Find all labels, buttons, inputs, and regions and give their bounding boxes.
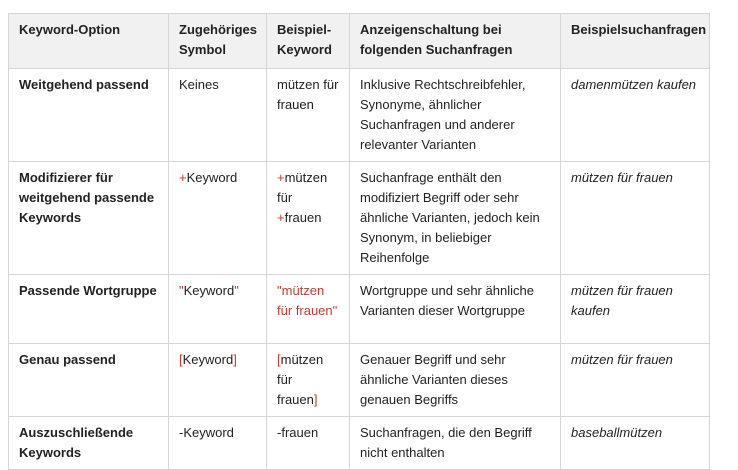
symbol-cell xyxy=(169,344,267,417)
symbol-cell: Keines xyxy=(169,69,267,162)
symbol-text: Keyword xyxy=(183,283,235,298)
keyword-word: frauen xyxy=(277,392,314,407)
option-name: Weitgehend passend xyxy=(9,69,169,162)
keyword-bracket: ] xyxy=(313,392,318,407)
keyword-modifier: + xyxy=(277,170,285,185)
table-row xyxy=(9,162,710,275)
example-keyword: mützen für frauen xyxy=(267,69,350,162)
example-keyword: -frauen xyxy=(267,417,350,470)
symbol-mark: ] xyxy=(233,352,237,367)
keyword-word: für xyxy=(277,190,293,205)
option-name: Genau passend xyxy=(9,344,169,417)
symbol-cell xyxy=(169,275,267,344)
example-keyword xyxy=(267,344,350,417)
example-query: mützen für frauen xyxy=(561,162,710,275)
example-query: baseballmützen xyxy=(561,417,710,470)
ad-serving-description: Suchanfragen, die den Begriff nicht enthalten xyxy=(350,417,561,470)
keyword-modifier: + xyxy=(277,210,285,225)
symbol-mark: " xyxy=(234,283,239,298)
table-row xyxy=(9,275,710,344)
header-keyword-option: Keyword-Option xyxy=(9,14,169,69)
keyword-word: mützen xyxy=(284,170,328,185)
ad-serving-description: Genauer Begriff und sehr ähnliche Varianten dieses genauen Begriffs xyxy=(350,344,561,417)
ad-serving-description: Inklusive Rechtschreibfehler, Synonyme, ähnlicher Suchanfragen und anderer relevanter Varianten xyxy=(350,69,561,162)
keyword-word: frauen xyxy=(284,210,322,225)
option-name: Auszuschließende Keywords xyxy=(9,417,169,470)
keyword-bracket: [ xyxy=(277,352,281,367)
header-example-keyword: Beispiel-Keyword xyxy=(267,14,350,69)
table-row xyxy=(9,69,710,162)
table-row xyxy=(9,344,710,417)
example-keyword xyxy=(267,162,350,275)
ad-serving-description: Wortgruppe und sehr ähnliche Varianten dieser Wortgruppe xyxy=(350,275,561,344)
keyword-options-table xyxy=(8,13,710,470)
symbol-mark: + xyxy=(179,170,187,185)
header-ad-serving: Anzeigenschaltung bei folgenden Suchanfragen xyxy=(350,14,561,69)
header-row xyxy=(9,14,710,69)
symbol-text: Keyword xyxy=(182,352,234,367)
ad-serving-description: Suchanfrage enthält den modifiziert Begriff oder sehr ähnliche Varianten, jedoch kein Synonym, in beliebiger Reihenfolge xyxy=(350,162,561,275)
header-example-queries: Beispielsuchanfragen xyxy=(561,14,710,69)
example-query: mützen für frauen kaufen xyxy=(561,275,710,344)
symbol-text: Keyword xyxy=(186,170,238,185)
symbol-cell: -Keyword xyxy=(169,417,267,470)
example-query: mützen für frauen xyxy=(561,344,710,417)
keyword-word: mützen xyxy=(280,352,324,367)
example-keyword: "mützen für frauen" xyxy=(267,275,350,344)
example-query: damenmützen kaufen xyxy=(561,69,710,162)
header-symbol: Zugehöriges Symbol xyxy=(169,14,267,69)
keyword-word: für xyxy=(277,372,293,387)
symbol-mark: " xyxy=(179,283,184,298)
symbol-cell xyxy=(169,162,267,275)
option-name: Modifizierer für weitgehend passende Keywords xyxy=(9,162,169,275)
symbol-mark: [ xyxy=(179,352,183,367)
option-name: Passende Wortgruppe xyxy=(9,275,169,344)
